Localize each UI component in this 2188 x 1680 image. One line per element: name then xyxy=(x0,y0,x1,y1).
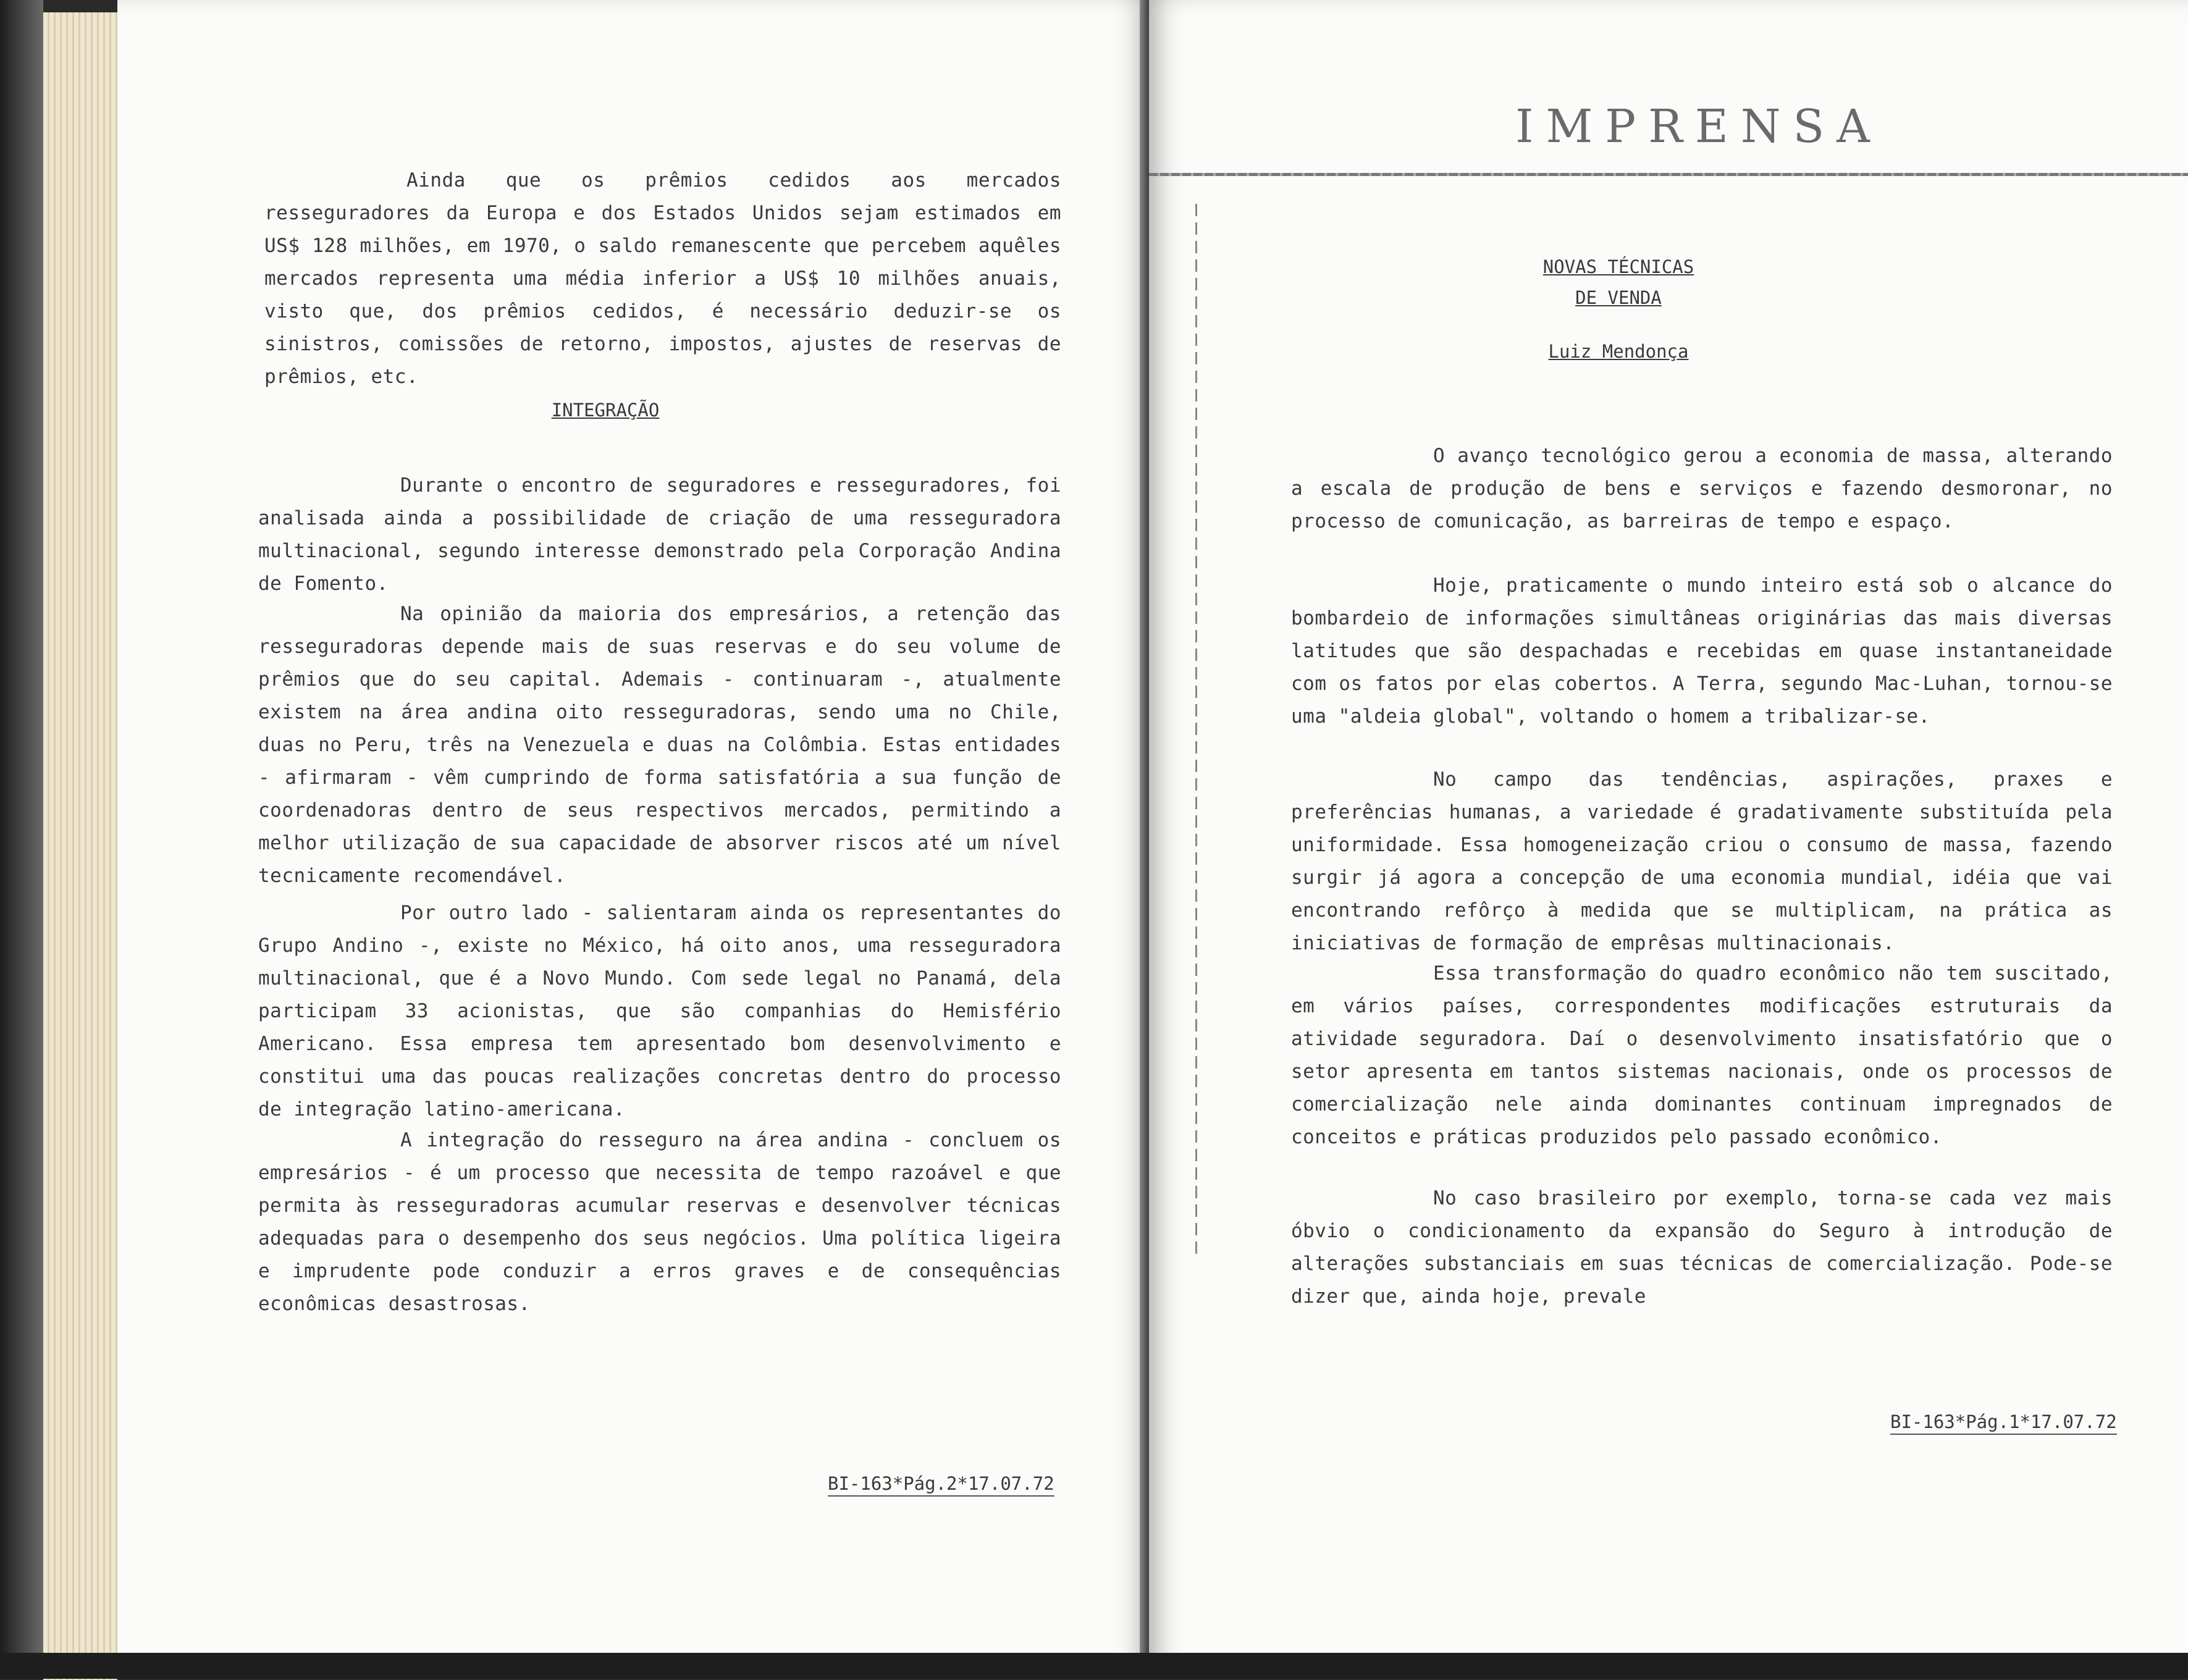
article-title-line-1: NOVAS TÉCNICAS xyxy=(1542,256,1694,277)
right-paragraph-2: Hoje, praticamente o mundo inteiro está sob o alcance do bombardeio de informações simultâneas originárias das mais diversas latitudes que são despachadas e recebidas em quase instantaneidade com os fatos por elas cobertos. A Terra, segundo Mac-Luhan, tornou-se uma "aldeia global", voltando o homem a tribalizar-se. xyxy=(1291,574,2113,728)
right-paragraph-5: No caso brasileiro por exemplo, torna-se cada vez mais óbvio o condicionamento da expansão do Seguro à introdução de alterações substanciais em suas técnicas de comercialização. Pode-se dizer que, ainda hoje, prevale xyxy=(1291,1187,2113,1308)
right-paragraph-4: Essa transformação do quadro econômico não tem suscitado, em vários países, correspondentes modificações estruturais da atividade seguradora. Daí o desenvolvimento insatisfatório que o setor apresenta em tantos sistemas nacionais, onde os processos de comercialização nele ainda dominantes continuam impregnados de conceitos e práticas produzidos pelo passado econômico. xyxy=(1291,962,2113,1148)
book-binding-left xyxy=(0,0,43,1679)
left-page-footer: BI-163*Pág.2*17.07.72 xyxy=(828,1473,1054,1497)
right-paragraph-3: No campo das tendências, aspirações, praxes e preferências humanas, a variedade é gradativamente substituída pela uniformidade. Essa homogeneização criou o consumo de massa, fazendo surgir já agora a concepção de uma economia mundial, idéia que vai encontrando refôrço à medida que se multiplicam, na prática as iniciativas de formação de emprêsas multinacionais. xyxy=(1291,768,2113,954)
page-edges xyxy=(43,12,117,1680)
article-author: Luiz Mendonça xyxy=(1548,341,1689,362)
margin-rule xyxy=(1195,204,1197,1254)
left-paragraph-3: Na opinião da maioria dos empresários, a retenção das resseguradoras depende mais de suas reservas e do seu volume de prêmios que do seu capital. Ademais - continuaram -, atualmente existem na área andina oito resseguradoras, sendo uma no Chile, duas no Peru, três na Venezuela e duas na Colômbia. Estas entidades - afirmaram - vêm cumprindo de forma satisfatória a sua função de coordenadoras dentro de seus respectivos mercados, permitindo a melhor utilização de sua capacidade de absorver riscos até um nível tecnicamente recomendável. xyxy=(258,603,1061,887)
left-paragraph-5: A integração do resseguro na área andina - concluem os empresários - é um processo que necessita de tempo razoável e que permita às resseguradoras acumular reservas e desenvolver técnicas adequadas para o desempenho dos seus negócios. Uma política ligeira e imprudente pode conduzir a erros graves e de consequências econômicas desastrosas. xyxy=(258,1129,1061,1315)
right-page-footer: BI-163*Pág.1*17.07.72 xyxy=(1890,1411,2117,1435)
left-paragraph-2: Durante o encontro de seguradores e resseguradores, foi analisada ainda a possibilidade de criação de uma resseguradora multinacional, segundo interesse demonstrado pela Corporação Andina de Fomento. xyxy=(258,474,1061,595)
right-paragraph-1: O avanço tecnológico gerou a economia de massa, alterando a escala de produção de bens e serviços e fazendo desmoronar, no processo de comunicação, as barreiras de tempo e espaço. xyxy=(1291,445,2113,532)
left-page xyxy=(117,0,1149,1679)
right-page xyxy=(1149,0,2188,1679)
article-title-line-2: DE VENDA xyxy=(1575,287,1662,308)
left-paragraph-4: Por outro lado - salientaram ainda os representantes do Grupo Andino -, existe no México, há oito anos, uma resseguradora multinacional, que é a Novo Mundo. Com sede legal no Panamá, dela participam 33 acionistas, que são companhias do Hemisfério Americano. Essa empresa tem apresentado bom desenvolvimento e constitui uma das poucas realizações concretas dentro do processo de integração latino-americana. xyxy=(258,902,1061,1120)
masthead-title: IMPRENSA xyxy=(1515,100,1882,153)
scanner-bed-edge xyxy=(0,1653,2188,1679)
masthead-rule xyxy=(1149,173,2188,176)
left-paragraph-1: Ainda que os prêmios cedidos aos mercados resseguradores da Europa e dos Estados Unidos sejam estimados em US$ 128 milhões, em 1970, o saldo remanescente que percebem aquêles mercados representa uma média inferior a US$ 10 milhões anuais, visto que, dos prêmios cedidos, é necessário deduzir-se os sinistros, comissões de retorno, impostos, ajustes de reservas de prêmios, etc. xyxy=(264,169,1061,388)
section-heading-integracao: INTEGRAÇÃO xyxy=(551,400,660,421)
